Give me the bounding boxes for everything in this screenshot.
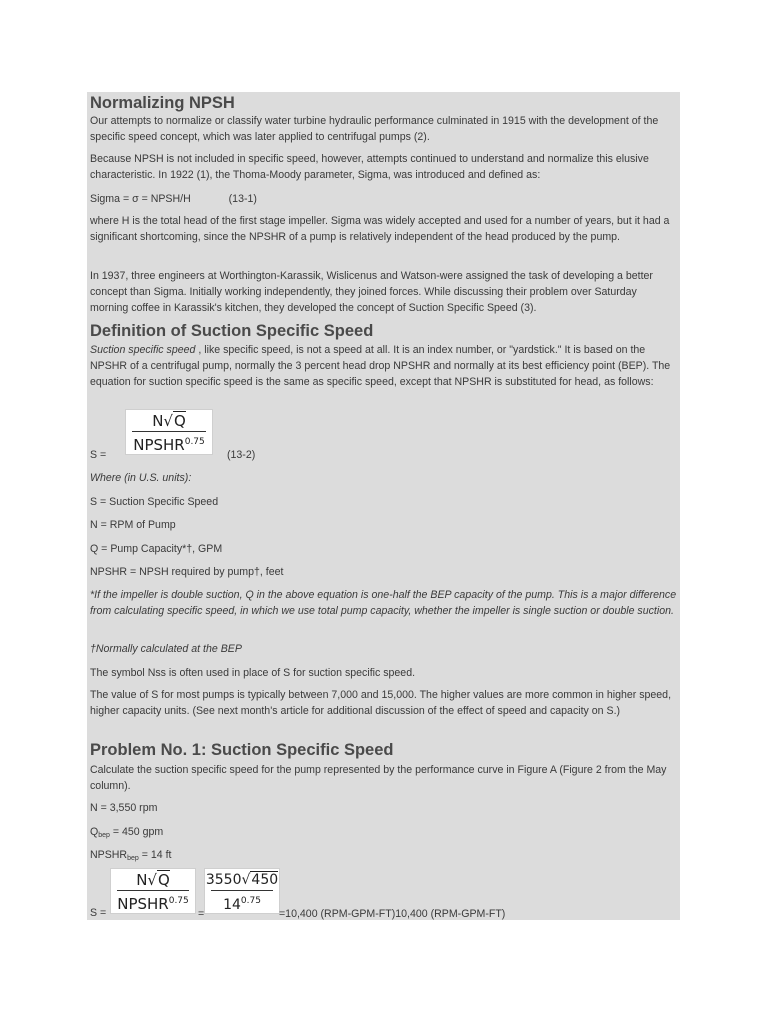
fraction-denominator: $NPSHR^{0.75}$ [133,436,205,454]
worked-result: =10,400 (RPM-GPM-FT)10,400 (RPM-GPM-FT) [279,908,506,920]
given-q: $Q_{bep} = 450$ gpm [90,826,164,839]
paragraph-nss: The symbol Nss is often used in place of S for suction specific speed. [90,667,416,679]
heading-normalizing-npsh: Normalizing NPSH [90,94,235,112]
paragraph-normalizing-4: In 1937, three engineers at Worthington-Karassik, Wislicenus and Watson-were assigned the task of developing a better concept than Sigma. Initially working independently, they joined forces. While discussing their problem over Saturday morning coffee in Karassik's kitchen, they developed the concept of Suction Specific Speed (3). [90,270,653,314]
equation-13-2-fraction [125,409,213,455]
worked-fraction-symbolic [110,868,196,914]
sigma-equation-text: Sigma = σ = NPSH/H [90,193,191,205]
article-panel [87,92,680,920]
fraction-bar [132,431,206,432]
equation-13-2-ref: (13-2) [227,449,256,461]
note-bep: †Normally calculated at the BEP [90,643,242,655]
definition-s: S = Suction Specific Speed [90,496,219,508]
paragraph-definition-1 [90,342,678,390]
section-normalizing [90,93,678,113]
worked-equation-lhs: S = [90,907,107,919]
worked-fraction-numeric [204,868,280,914]
paragraph-problem-1: Calculate the suction specific speed for the pump represented by the performance curve in Figure A (Figure 2 from the May column). [90,764,667,792]
numeric-numerator: 3550√450 [205,872,279,888]
heading-definition: Definition of Suction Specific Speed [90,322,374,340]
worked-fraction-denominator: $NPSHR^{0.75}$ [117,895,189,913]
given-n: N = 3,550 rpm [90,802,158,814]
paragraph-normalizing-3: where H is the total head of the first stage impeller. Sigma was widely accepted and used for a number of years, but it had a significant shortcoming, since the NPSHR of a pump is relatively independent of the head produced by the pump. [90,215,670,243]
where-us-units: Where (in U.S. units): [90,472,192,484]
definition-n: N = RPM of Pump [90,519,176,531]
heading-problem-1: Problem No. 1: Suction Specific Speed [90,741,394,759]
note-double-suction: *If the impeller is double suction, Q in the above equation is one-half the BEP capacity of the pump. This is a major difference from calculating specific speed, in which we use total pump capacity, whether the impeller is single suction or double suction. [90,589,677,617]
numeric-denominator: $14^{0.75}$ [223,896,261,913]
definition-q: Q = Pump Capacity*†, GPM [90,543,223,555]
paragraph-normalizing-2: Because NPSH is not included in specific speed, however, attempts continued to understand and normalize this elusive characteristic. In 1922 (1), the Thoma-Moody parameter, Sigma, was introduced and defined as: [90,153,649,181]
term-suction-specific-speed: Suction specific speed [90,344,196,356]
sigma-equation-ref: (13-1) [228,193,257,205]
given-npshr: $NPSHR_{bep} = 14$ ft [90,849,172,862]
definition-text: , like specific speed, is not a speed at all. It is an index number, or "yardstick." It is based on the NPSHR of a centrifugal pump, normally the 3 percent head drop NPSHR and normally at its best efficiency point (BEP). The equation for suction specific speed is the same as specific speed, except that NPSHR is substituted for head, as follows: [90,344,671,388]
equation-lhs: S = [90,449,107,461]
worked-fraction-numerator: N√Q [136,871,170,889]
paragraph-normalizing-1: Our attempts to normalize or classify water turbine hydraulic performance culminated in 1915 with the development of the specific speed concept, which was later applied to centrifugal pumps (2). [90,115,659,143]
definition-npshr: NPSHR = NPSH required by pump†, feet [90,566,284,578]
equals-sign: = [198,908,205,920]
fraction-numerator: N√Q [152,412,186,430]
sigma-equation [90,191,678,207]
paragraph-value-range: The value of S for most pumps is typically between 7,000 and 15,000. The higher values are more common in higher speed, higher capacity units. (See next month's article for additional discussion of the effect of speed and capacity on S.) [90,689,672,717]
